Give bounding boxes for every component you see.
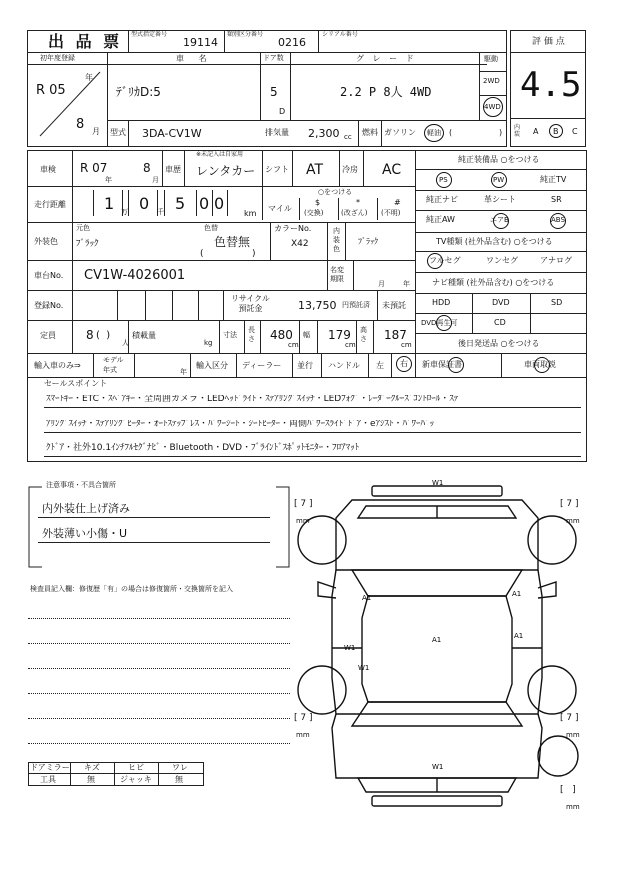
inspector-line-3 [28, 668, 290, 669]
recycle-value: 13,750 [298, 299, 337, 312]
tv-analog: アナログ [540, 256, 572, 265]
displacement-value: 2,300 [308, 127, 340, 140]
height-unit: cm [401, 341, 412, 349]
mileage-digit-4-value: 0 [199, 194, 210, 213]
doors-value: 5 [270, 85, 278, 99]
navi-sd: SD [551, 298, 563, 307]
drive-4wd: 4WD [484, 103, 501, 111]
rear-right-tire [528, 666, 576, 714]
name-change-day: 年 [403, 280, 410, 288]
equip-sr: SR [551, 195, 562, 204]
load-unit: kg [204, 339, 213, 347]
navi-hdd: HDD [432, 298, 451, 307]
recycle-unit: 円預託済 [342, 301, 370, 309]
recycle-label-1: リサイクル [231, 294, 270, 303]
genuine-equip-title: 純正装備品 ○をつける [458, 155, 540, 164]
rating-label: 評 価 点 [532, 37, 565, 47]
mile-label: マイル [268, 204, 292, 213]
equip-airbag: エアB [490, 216, 509, 224]
front-bumper [372, 486, 502, 496]
color-change-label: 色替 [204, 224, 218, 232]
car-name: ﾃﾞﾘｶD:5 [116, 85, 161, 99]
equip-genuine-aw: 純正AW [426, 215, 455, 224]
legend-header-break: ワレ [172, 763, 188, 772]
name-change-label [330, 266, 344, 284]
shaken-label: 車検 [40, 165, 56, 174]
mileage-digit-5-value: 0 [214, 194, 225, 213]
first-reg-month: 8 [76, 117, 85, 132]
recycle-status: 未預託 [382, 301, 406, 310]
notes-line-1: 内外装仕上げ済み [42, 502, 130, 515]
legend-header-scratch: キズ [84, 763, 100, 772]
displacement-label: 排気量 [265, 128, 289, 137]
load-label: 積載量 [132, 331, 156, 340]
first-reg-year: R 05 [36, 83, 66, 98]
legend-tools-value: 無 [87, 775, 95, 784]
vin-label: 車台No. [34, 271, 64, 280]
vin-value: CV1W-4026001 [84, 268, 186, 283]
reg-no-label: 登録No. [34, 301, 64, 310]
tire-fr-bracket: [ 7 ] [560, 499, 579, 509]
int-color-value: ﾌﾞﾗｯｸ [358, 237, 378, 246]
length-unit: cm [288, 341, 299, 349]
width-unit: cm [345, 341, 356, 349]
equip-genuine-tv: 純正TV [540, 175, 567, 184]
length-label: 長さ [248, 326, 255, 343]
mileage-sen-unit: 千 [157, 208, 164, 216]
capacity-paren: ( ) [96, 330, 111, 341]
capacity-value: 8 [86, 328, 94, 342]
tv-oneseg: ワンセグ [486, 256, 518, 265]
capacity-label: 定員 [40, 331, 56, 340]
interior-c: C [572, 127, 578, 136]
fuel-paren-close: ) [499, 128, 503, 137]
color-change-value: 色替無 [214, 235, 251, 249]
rear-left-tire [298, 666, 346, 714]
later-manual: 車両取説 [524, 360, 556, 369]
windshield [352, 570, 522, 596]
sales-line-1: ｽﾏｰﾄｷｰ・ETC・ｽﾍﾟｱｷｰ・全周囲カメラ・LEDﾍｯﾄﾞﾗｲﾄ・ｽﾃｱﾘﾝｸﾞｽｲｯﾁ・LEDﾌｫｸﾞ・ﾚｰﾀﾞｰｸﾙｰｽﾞｺﾝﾄﾛｰﾙ・ｽﾃ [46, 395, 459, 404]
color-paren-close: ) [252, 249, 256, 259]
equip-leather: 革シート [484, 195, 516, 204]
a1-right-door: A1 [512, 590, 522, 598]
dollar-sub: (交換) [304, 209, 324, 217]
model-label: 型式 [110, 128, 126, 137]
model-value: 3DA-CV1W [142, 127, 202, 140]
spare-unit: mm [566, 803, 580, 811]
width-value: 179 [328, 328, 351, 342]
color-paren-open: ( [200, 249, 204, 259]
orig-color-label: 元色 [76, 224, 90, 232]
interior-label: 内 装 [514, 124, 521, 138]
rear-bumper [372, 796, 502, 806]
ext-color-label: 外装色 [34, 237, 58, 246]
doors-label: ドア数 [263, 54, 284, 62]
self-use-note: ※未記入は自家用 [196, 151, 244, 158]
tire-rr-unit: mm [566, 731, 580, 739]
mileage-km-unit: km [244, 209, 257, 218]
model-cert-number: 19114 [183, 36, 218, 49]
fuel-diesel: 軽油 [427, 129, 441, 137]
model-year-label-2: 年式 [103, 366, 117, 374]
a1-left-door: A1 [362, 594, 372, 602]
w1-rear: W1 [432, 763, 444, 771]
spare-tire [538, 736, 578, 776]
tire-fr-value: 7 [566, 499, 573, 509]
tire-fl-unit: mm [296, 517, 310, 525]
mileage-label: 走行距離 [34, 200, 66, 209]
grade-label: グ レ ー ド [356, 54, 417, 63]
legend-jack-value: 無 [175, 775, 183, 784]
handle-label: ハンドル [328, 361, 360, 370]
inspector-line-4 [28, 693, 290, 694]
recycle-label-2: 預託金 [238, 304, 263, 313]
mileage-man-unit: 万 [121, 208, 128, 216]
recycle-label [231, 294, 270, 314]
tv-fullseg: フルセグ [429, 256, 461, 265]
dims-label: 寸法 [223, 331, 237, 339]
handle-right: 右 [400, 359, 408, 368]
navi-type-title: ナビ種類 (社外品含む) ○をつける [432, 278, 555, 287]
car-use-value: レンタカー [196, 164, 256, 178]
drive-2wd: 2WD [483, 77, 500, 85]
inspector-line-1 [28, 618, 290, 619]
serial-label: シリアル番号 [322, 31, 358, 38]
int-color-label-1: 内 [333, 227, 340, 235]
equip-genuine-navi: 純正ナビ [426, 195, 458, 204]
height-value: 187 [384, 328, 407, 342]
model-year-label-1: モデル [103, 356, 124, 364]
sharp-mark: # [394, 198, 401, 207]
shift-label: シフト [265, 165, 289, 174]
spare-bracket: [ ] [560, 785, 576, 795]
tire-rr-bracket: [ 7 ] [560, 713, 579, 723]
mileage-digit-3-value: 5 [175, 194, 186, 213]
legend-jack: ジャッキ [120, 775, 152, 784]
equip-pw: PW [493, 176, 505, 184]
rating-value: 4.5 [520, 65, 582, 105]
interior-a: A [533, 127, 539, 136]
tire-rr-value: 7 [566, 713, 573, 723]
mileage-digit-2-value: 0 [139, 194, 150, 213]
navi-dvd-play: DVD再生可 [421, 319, 458, 327]
tire-fr-unit: mm [566, 517, 580, 525]
width-label: 幅 [303, 331, 310, 339]
first-reg-year-unit: 年 [85, 73, 93, 82]
tire-fl-value: 7 [300, 499, 307, 509]
w1-front: W1 [432, 479, 444, 487]
car-use-label: 車歴 [165, 165, 181, 174]
tire-rl-value: 7 [300, 713, 307, 723]
color-no-value: X42 [291, 239, 309, 249]
tire-rl-unit: mm [296, 731, 310, 739]
inspector-line-2 [28, 643, 290, 644]
height-label: 高さ [360, 326, 367, 343]
color-no-label: カラーNo. [274, 224, 312, 233]
shaken-month-unit: 月 [152, 176, 159, 184]
name-change-label-1: 名変 [330, 266, 344, 274]
import-dealer: ディーラー [242, 361, 282, 370]
int-color-label-2: 装 [333, 236, 340, 244]
star-sub: (改ざん) [341, 209, 368, 217]
class-label: 類別区分番号 [227, 31, 264, 38]
first-reg-month-unit: 月 [92, 127, 100, 136]
displacement-unit: cc [344, 133, 352, 141]
name-change-label-2: 期限 [330, 275, 344, 283]
car-name-label: 車 名 [176, 54, 213, 63]
equip-ps: PS [439, 176, 448, 184]
tv-type-title: TV種類 (社外品含む) ○をつける [436, 237, 553, 246]
shaken-year: R 07 [80, 161, 108, 175]
doors-sub: D [279, 107, 286, 116]
inspector-title: 検査員記入欄：修復歴「有」の場合は修復箇所・交換箇所を記入 [30, 585, 233, 593]
tire-rl-bracket: [ 7 ] [294, 713, 313, 723]
grade-value: 2.2 P 8人 4WD [340, 85, 432, 99]
int-color-label-3: 色 [333, 245, 340, 253]
import-type-label: 輸入区分 [196, 361, 228, 370]
later-ship-title: 後日発送品 ○をつける [458, 339, 540, 348]
drive-label: 駆動 [484, 55, 498, 63]
ext-color-value: ﾌﾞﾗｯｸ [76, 239, 99, 249]
model-year-label [103, 355, 124, 375]
page-title: 出 品 票 [48, 32, 123, 51]
inspector-line-5 [28, 718, 290, 719]
ac-label: 冷房 [342, 165, 358, 174]
legend-tools: 工具 [40, 775, 56, 784]
w1-left-side: W1 [344, 644, 356, 652]
capacity-unit: 人 [122, 339, 129, 347]
notes-title: 注意事項・不具合箇所 [46, 481, 116, 489]
fuel-label: 燃料 [362, 128, 378, 137]
navi-cd: CD [494, 318, 506, 327]
import-label: 輸入車のみ⇒ [34, 361, 81, 370]
length-value: 480 [270, 328, 293, 342]
tire-fl-bracket: [ 7 ] [294, 499, 313, 509]
fuel-gasoline: ガソリン [384, 128, 416, 137]
interior-b: B [553, 127, 559, 136]
star-mark: * [356, 198, 360, 207]
equip-abs: ABS [551, 216, 565, 224]
ac-value: AC [382, 162, 402, 178]
int-color-label [333, 227, 340, 254]
mileage-circle-note: ○をつける [318, 188, 353, 196]
a1-right-rear: A1 [514, 632, 524, 640]
model-cert-label: 型式指定番号 [131, 31, 168, 38]
dollar-mark: $ [315, 198, 321, 207]
shaken-month: 8 [143, 161, 151, 175]
shift-value: AT [306, 162, 324, 178]
class-number: 0216 [278, 36, 306, 49]
fuel-paren-open: ( [449, 128, 453, 137]
sales-points-title: セールスポイント [44, 379, 108, 388]
import-parallel: 並行 [297, 361, 313, 370]
later-warranty: 新車保証書 [422, 360, 462, 369]
sharp-sub: (不明) [381, 209, 401, 217]
legend-header-mirror: ドアミラー [30, 763, 70, 772]
first-reg-label: 初年度登録 [40, 54, 75, 62]
notes-line-2: 外装薄い小傷・U [42, 527, 128, 540]
w1-rear-window: W1 [358, 664, 370, 672]
car-damage-diagram [292, 478, 592, 818]
sales-line-2: ｱﾘﾝｸﾞｽｲｯﾁ・ｽﾃｱﾘﾝｸﾞﾋｰﾀｰ・ｵｰﾄｽﾃｯﾌﾟﾚｽ・ﾊﾟﾜｰｼｰﾄ・ｼｰﾄﾋｰﾀｰ・両側ﾊﾟﾜｰｽﾗｲﾄﾞﾄﾞｱ・eｱｼｽﾄ・ﾊﾟﾜｰﾊﾞｯ [46, 420, 435, 429]
sales-line-3: ｸﾄﾞｱ・社外10.1ｲﾝﾁﾌﾙｾｸﾞﾅﾋﾞ・Bluetooth・DVD・ﾌﾞﾗｲﾝﾄﾞｽﾎﾟｯﾄﾓﾆﾀｰ・ﾌﾛｱﾏｯﾄ [46, 443, 360, 453]
model-year-unit: 年 [180, 368, 187, 376]
handle-left: 左 [376, 361, 384, 370]
navi-dvd: DVD [492, 298, 510, 307]
name-change-month: 月 [378, 280, 385, 288]
mileage-digit-1-value: 1 [104, 194, 115, 213]
a1-roof: A1 [432, 636, 442, 644]
legend-header-crack: ヒビ [128, 763, 144, 772]
roof [362, 596, 512, 702]
shaken-year-unit: 年 [105, 176, 112, 184]
inspector-line-6 [28, 743, 290, 744]
